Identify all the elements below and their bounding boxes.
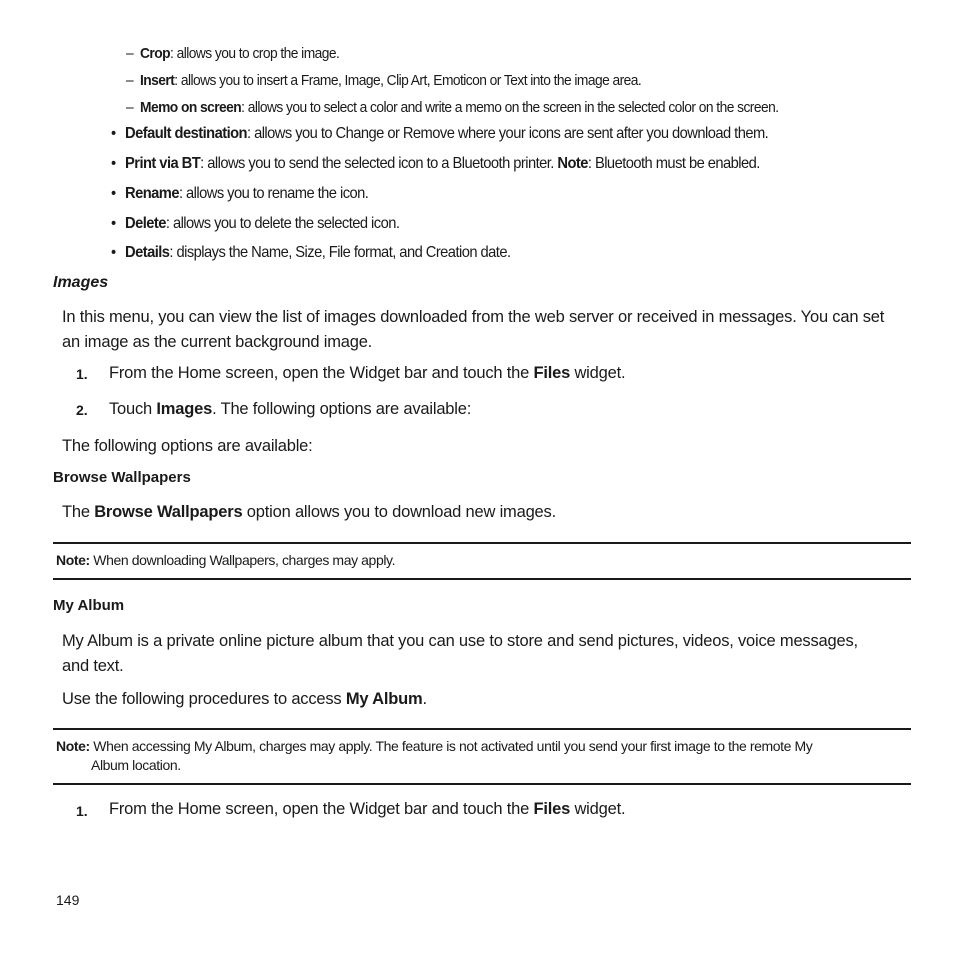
images-heading: Images (53, 274, 109, 291)
browse-wallpapers-heading: Browse Wallpapers (53, 469, 191, 486)
browse-wallpapers-text: The Browse Wallpapers option allows you to download new images. (62, 503, 556, 521)
step-number: 1. (76, 366, 88, 382)
note-top-rule (53, 728, 911, 730)
sub-bullet-text: Memo on screen: allows you to select a color and write a memo on the screen in the selected color on the screen. (140, 99, 779, 116)
note-browse-wallpapers: Note: When downloading Wallpapers, charges may apply. (56, 552, 396, 568)
bullet-text: Details: displays the Name, Size, File format, and Creation date. (125, 244, 511, 261)
note-label: Note: (56, 552, 90, 568)
step-number: 1. (76, 803, 88, 819)
note-bottom-rule (53, 783, 911, 785)
dash-marker: – (126, 45, 134, 62)
bullet-marker: • (111, 215, 116, 232)
images-intro-line-1: In this menu, you can view the list of images downloaded from the web server or received in messages. You can set (62, 308, 885, 326)
sub-bullet-text: Insert: allows you to insert a Frame, Image, Clip Art, Emoticon or Text into the image area. (140, 72, 642, 89)
bullet-text: Print via BT: allows you to send the selected icon to a Bluetooth printer. Note: Bluetooth must be enabled. (125, 155, 760, 172)
note-bottom-rule (53, 578, 911, 580)
my-album-para-line-2: and text. (62, 657, 124, 675)
step-text: From the Home screen, open the Widget bar and touch the Files widget. (109, 800, 626, 818)
bullet-text: Rename: allows you to rename the icon. (125, 185, 369, 202)
step-text: Touch Images. The following options are available: (109, 400, 472, 418)
bullet-marker: • (111, 244, 116, 261)
page-number: 149 (56, 892, 80, 908)
note-my-album-line-2: Album location. (91, 757, 181, 773)
bullet-marker: • (111, 155, 116, 172)
bullet-marker: • (111, 125, 116, 142)
note-label: Note: (56, 738, 90, 754)
my-album-para-line-1: My Album is a private online picture album that you can use to store and send pictures, videos, voice messages, (62, 632, 858, 650)
note-top-rule (53, 542, 911, 544)
dash-marker: – (126, 72, 134, 89)
following-options-text: The following options are available: (62, 437, 313, 455)
images-intro-line-2: an image as the current background image. (62, 333, 373, 351)
step-number: 2. (76, 402, 88, 418)
step-text: From the Home screen, open the Widget bar and touch the Files widget. (109, 364, 626, 382)
dash-marker: – (126, 99, 134, 116)
bullet-marker: • (111, 185, 116, 202)
sub-bullet-text: Crop: allows you to crop the image. (140, 45, 340, 62)
note-my-album: Note: When accessing My Album, charges may apply. The feature is not activated until you send your first image to the remote My (56, 738, 813, 754)
my-album-access-text: Use the following procedures to access My Album. (62, 690, 427, 708)
my-album-heading: My Album (53, 597, 125, 614)
bullet-text: Delete: allows you to delete the selected icon. (125, 215, 400, 232)
bullet-text: Default destination: allows you to Change or Remove where your icons are sent after you download them. (125, 125, 769, 142)
